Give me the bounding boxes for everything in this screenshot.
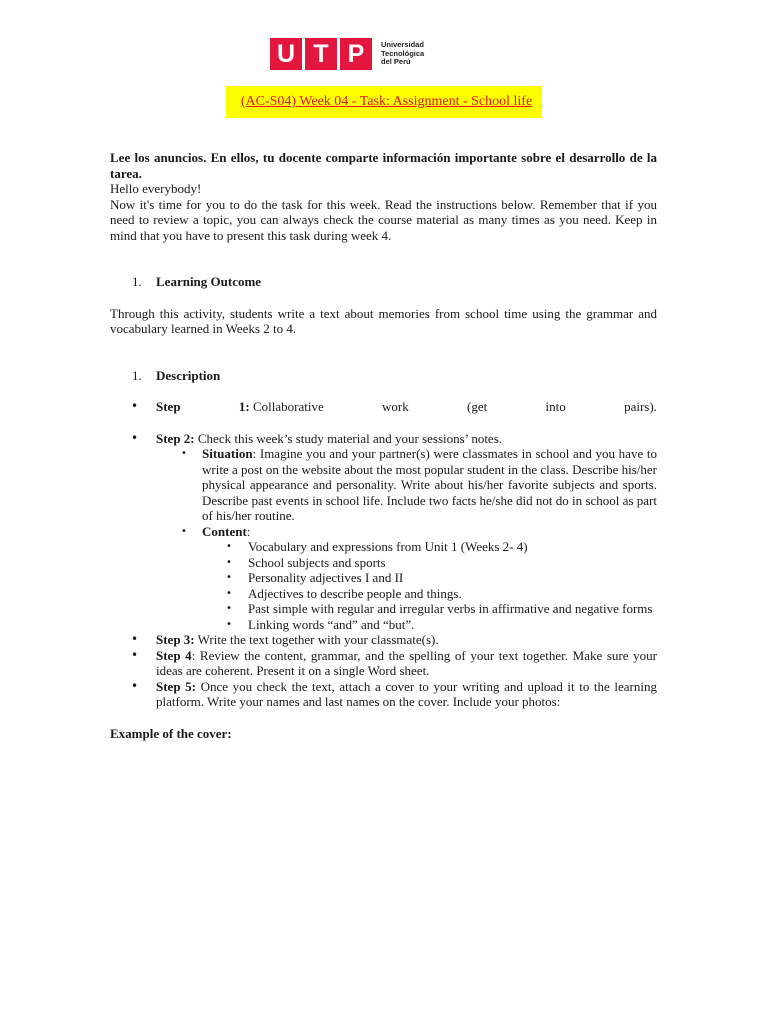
step-1-number: 1: [238,399,250,414]
step-1-word: Collaborative [252,399,324,414]
intro-instruction: Lee los anuncios. En ellos, tu docente comparte información importante sobre el desarrollo de la tarea. [110,150,657,181]
logo-line-3: del Perú [381,57,411,67]
document-body [110,150,657,741]
utp-logo-mark [270,38,375,70]
assignment-title: (AC-S04) Week 04 - Task: Assignment - School life [240,94,533,109]
content-list-item: • Vocabulary and expressions from Unit 1 (Weeks 2- 4) [202,539,657,555]
logo-letter-p: P [340,38,372,70]
step-1 [110,399,657,415]
step-1-word: work [382,399,409,414]
step-1-word: • Step [156,399,181,414]
content-list-item: • Linking words “and” and “but”. [202,617,657,633]
logo-letter-t: T [305,38,337,70]
steps-list [110,431,657,710]
step-4 [110,648,657,679]
logo-wordmark [381,41,424,67]
step-2-label: Step 2: [156,430,195,446]
content-colon: : [246,523,251,539]
content-list-item: • Adjectives to describe people and things. [202,586,657,602]
logo-line-2: Tecnológica [381,48,425,58]
section-description [110,368,657,384]
section-heading: Learning Outcome [156,274,262,289]
intro-body: Now it's time for you to do the task for this week. Read the instructions below. Remember that if you need to review a topic, you can always check the course material as many times as you need. Keep in mind that you have to present this task during week 4. [110,196,657,243]
step-2 [110,431,657,633]
situation-text: : Imagine you and your partner(s) were classmates in school and you have to write a post on the website about the most popular student in the class. Describe his/her physical appearance and personality. Write about his/her favorite subjects and sports. Describe past events in school life. Include two facts he/she did not do in school as part of his/her routine. [202,446,657,523]
example-cover-heading: Example of the cover: [110,725,232,741]
content-list-item: • School subjects and sports [202,555,657,571]
situation-label: Situation [202,446,253,461]
step-4-label: Step 4 [156,647,192,663]
step-1-word: pairs). [624,399,657,414]
step-5-text: Once you check the text, attach a cover to your writing and upload it to the learning platform. Write your names and last names on the cover. Include your photos: [156,678,657,709]
content-item [156,524,657,633]
step-3-text: Write the text together with your classmate(s). [194,632,439,647]
step-3 [110,632,657,648]
step-3-label: Step 3: [156,632,195,647]
step-2-sublist [156,446,657,632]
logo-line-1: Universidad [381,40,424,50]
section-number: 1. [132,274,142,289]
content-list [202,539,657,632]
intro-greeting: Hello everybody! [110,181,202,196]
learning-outcome-text: Through this activity, students write a text about memories from school time using the grammar and vocabulary learned in Weeks 2 to 4. [110,305,657,336]
content-list-item: • Personality adjectives I and II [202,570,657,586]
content-list-item: • Past simple with regular and irregular verbs in affirmative and negative forms [202,601,657,617]
section-learning-outcome [110,274,657,290]
step-5-label: Step 5: [156,678,196,694]
step-1-label [239,399,324,415]
step-4-text: : Review the content, grammar, and the spelling of your text together. Make sure your ideas are coherent. Present it on a single Word sheet. [156,647,657,678]
section-number: 1. [132,367,142,383]
step-1-word: into [545,399,566,414]
utp-logo [270,38,424,70]
logo-letter-u: U [270,38,302,70]
situation-item [156,446,657,524]
assignment-title-banner [226,86,542,118]
step-1-word: (get [467,399,488,414]
step-5 [110,679,657,710]
steps-list [110,399,657,415]
step-2-text: Check this week’s study material and your sessions’ notes. [194,430,503,446]
section-heading: Description [156,367,221,383]
content-label: Content [202,523,247,539]
